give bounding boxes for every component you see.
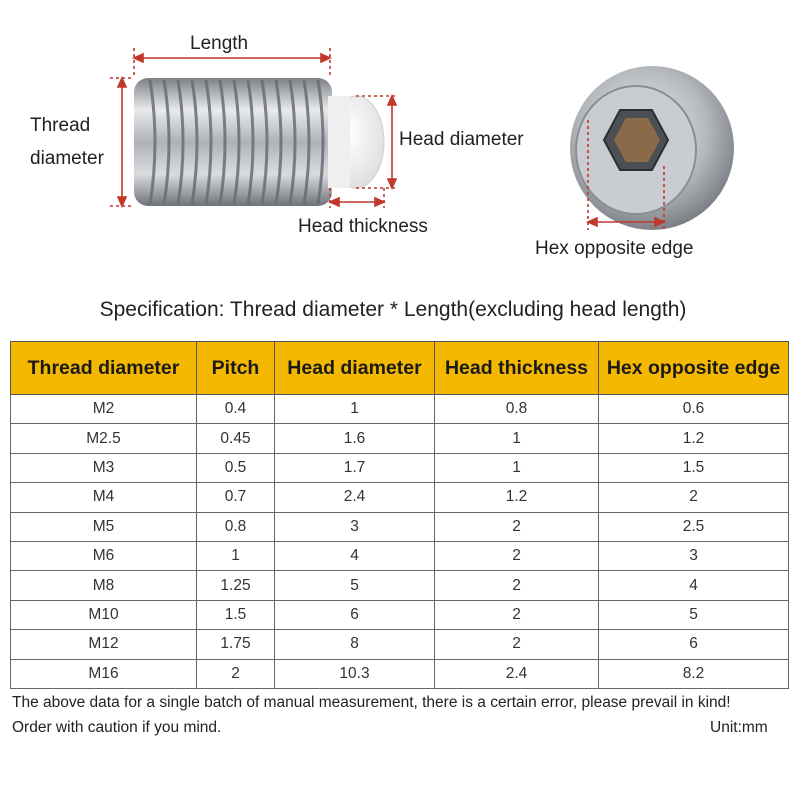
table-cell: M3	[11, 453, 197, 482]
table-cell: 2	[599, 483, 789, 512]
table-row	[11, 512, 789, 541]
diagram-area	[0, 0, 800, 290]
thread-diameter-label-line1: Thread	[30, 115, 91, 136]
table-cell: 4	[599, 571, 789, 600]
table-cell: 2	[435, 571, 599, 600]
column-header-thread-diameter: Thread diameter	[11, 342, 197, 395]
table-cell: 2	[197, 659, 275, 688]
table-cell: 1.75	[197, 630, 275, 659]
column-header-hex-opposite-edge: Hex opposite edge	[599, 342, 789, 395]
table-cell: M12	[11, 630, 197, 659]
caution-note: Order with caution if you mind.	[12, 719, 222, 736]
screw-side-view	[134, 78, 384, 206]
table-row	[11, 453, 789, 482]
table-cell: 2.4	[435, 659, 599, 688]
table-cell: M8	[11, 571, 197, 600]
table-cell: 1.2	[599, 424, 789, 453]
column-header-pitch: Pitch	[197, 342, 275, 395]
table-cell: 0.5	[197, 453, 275, 482]
table-cell: 5	[275, 571, 435, 600]
hex-opposite-edge-label: Hex opposite edge	[535, 238, 694, 259]
table-row	[11, 483, 789, 512]
table-cell: M2.5	[11, 424, 197, 453]
table-cell: 1	[435, 453, 599, 482]
table-cell: 0.8	[197, 512, 275, 541]
table-cell: 8	[275, 630, 435, 659]
spec-table	[10, 341, 789, 689]
table-cell: 2	[435, 600, 599, 629]
table-cell: 4	[275, 541, 435, 570]
table-row	[11, 395, 789, 424]
table-cell: 1.7	[275, 453, 435, 482]
disclaimer-note: The above data for a single batch of manual measurement, there is a certain error, please prevail in kind!	[12, 694, 731, 711]
table-cell: 8.2	[599, 659, 789, 688]
table-cell: 1	[435, 424, 599, 453]
table-row	[11, 541, 789, 570]
table-cell: 6	[599, 630, 789, 659]
table-cell: M16	[11, 659, 197, 688]
table-cell: 2.4	[275, 483, 435, 512]
table-cell: 1.2	[435, 483, 599, 512]
table-cell: M2	[11, 395, 197, 424]
column-header-head-thickness: Head thickness	[435, 342, 599, 395]
table-cell: 1.6	[275, 424, 435, 453]
table-cell: 2	[435, 630, 599, 659]
length-label: Length	[190, 33, 249, 54]
table-row	[11, 600, 789, 629]
table-cell: 3	[275, 512, 435, 541]
table-cell: 1.5	[599, 453, 789, 482]
table-cell: 2.5	[599, 512, 789, 541]
table-cell: 6	[275, 600, 435, 629]
head-thickness-label: Head thickness	[298, 216, 428, 237]
unit-label: Unit:mm	[710, 719, 768, 736]
table-cell: 5	[599, 600, 789, 629]
table-cell: 0.4	[197, 395, 275, 424]
table-cell: 10.3	[275, 659, 435, 688]
table-cell: M10	[11, 600, 197, 629]
table-cell: 1.25	[197, 571, 275, 600]
table-cell: 2	[435, 512, 599, 541]
column-header-head-diameter: Head diameter	[275, 342, 435, 395]
thread-diameter-label-line2: diameter	[30, 148, 104, 169]
table-row	[11, 659, 789, 688]
table-cell: M4	[11, 483, 197, 512]
table-cell: M5	[11, 512, 197, 541]
table-cell: 2	[435, 541, 599, 570]
table-cell: 0.6	[599, 395, 789, 424]
table-row	[11, 630, 789, 659]
table-cell: 1.5	[197, 600, 275, 629]
table-cell: 1	[197, 541, 275, 570]
table-cell: M6	[11, 541, 197, 570]
table-cell: 0.45	[197, 424, 275, 453]
table-cell: 0.8	[435, 395, 599, 424]
table-row	[11, 571, 789, 600]
table-header-row	[11, 342, 789, 395]
table-cell: 3	[599, 541, 789, 570]
table-row	[11, 424, 789, 453]
specification-line: Specification: Thread diameter * Length(excluding head length)	[99, 298, 687, 321]
screw-end-view	[570, 66, 734, 230]
table-cell: 0.7	[197, 483, 275, 512]
head-diameter-label: Head diameter	[399, 129, 524, 150]
table-cell: 1	[275, 395, 435, 424]
